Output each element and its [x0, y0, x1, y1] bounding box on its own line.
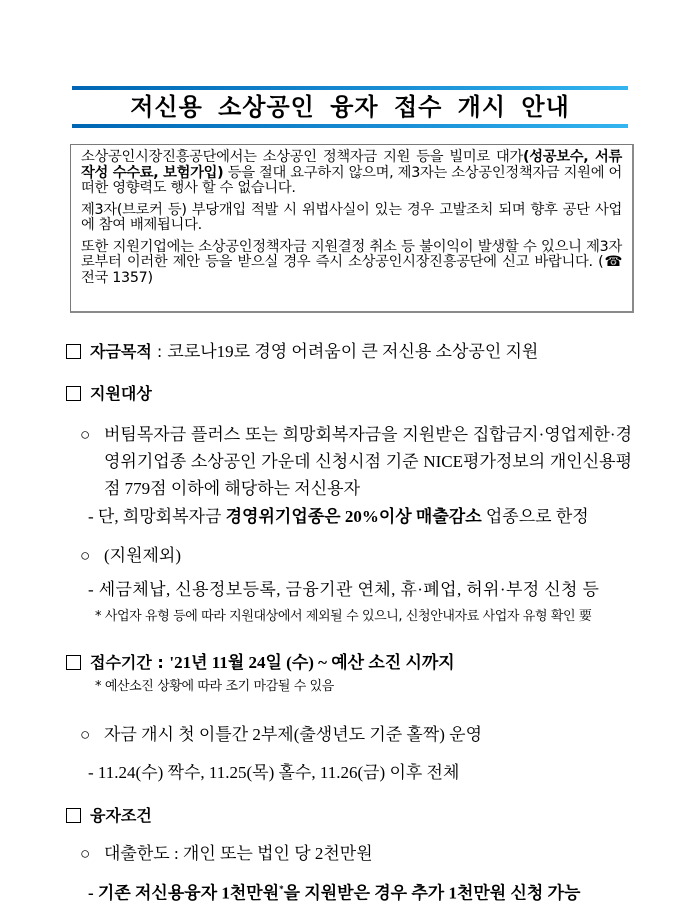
- circle-bullet-icon: ○: [80, 725, 91, 744]
- section-purpose-label: 자금목적: [90, 342, 152, 361]
- section-purpose: 자금목적 : 코로나19로 경영 어려움이 큰 저신용 소상공인 지원: [66, 339, 636, 365]
- title-bar-bottom: [72, 124, 628, 128]
- notice-paragraph-3: 또한 지원기업에는 소상공인정책자금 지원결정 취소 등 불이익이 발생할 수 있으니 제3자로부터 이러한 제안 등을 받으실 경우 즉시 소상공인시장진흥공단에 신고 바랍니다. (☎ 전국 1357): [81, 238, 622, 286]
- circle-bullet-icon: ○: [80, 425, 91, 444]
- checkbox-square-icon: [66, 655, 81, 670]
- footnote-asterisk: *: [279, 884, 284, 894]
- title-banner: [72, 86, 628, 128]
- notice-box: [70, 144, 634, 313]
- circle-bullet-icon: ○: [80, 844, 91, 863]
- terms-item-1-text: 대출한도 : 개인 또는 법인 당 2천만원: [104, 844, 373, 863]
- period-item-1-text: 자금 개시 첫 이틀간 2부제(출생년도 기준 홀짝) 운영: [104, 725, 483, 744]
- period-note: * 예산소진 상황에 따라 조기 마감될 수 있음: [95, 679, 334, 694]
- checkbox-square-icon: [66, 386, 81, 401]
- period-item-1-sub: - 11.24(수) 짝수, 11.25(목) 홀수, 11.26(금) 이후 전체: [88, 763, 460, 782]
- notice-paragraph-1: 소상공인시장진흥공단에서는 소상공인 정책자금 지원 등을 빌미로 대가(성공보수, 서류작성 수수료, 보험가입) 등을 절대 요구하지 않으며, 제3자는 소상공인정책자금 지원에 어떠한 영향력도 행사 할 수 없습니다.: [81, 149, 622, 196]
- section-purpose-value: 코로나19로 경영 어려움이 큰 저신용 소상공인 지원: [167, 342, 539, 361]
- target-item-2-text: (지원제외): [104, 546, 182, 565]
- target-item-1: [80, 421, 632, 502]
- highlight-crisis-industry: 경영위기업종은 20%이상 매출감소: [225, 507, 482, 526]
- checkbox-square-icon: [66, 344, 81, 359]
- notice-paragraph-2: 제3자(브로커 등) 부당개입 적발 시 위법사실이 있는 경우 고발조치 되며 향후 공단 사업에 참여 배제됩니다.: [81, 201, 622, 233]
- section-period-value: '21년 11월 24일 (수) ~ 예산 소진 시까지: [169, 653, 455, 672]
- terms-item-1-sub: - 기존 저신용융자 1천만원*을 지원받은 경우 추가 1천만원 신청 가능: [88, 883, 581, 903]
- section-terms: [66, 803, 636, 829]
- target-item-1-text: 버팀목자금 플러스 또는 희망회복자금을 지원받은 집합금지·영업제한·경영위기업종 소상공인 가운데 신청시점 기준 NICE평가정보의 개인신용평점 779점 이하에 해당하는 저신용자: [104, 425, 632, 498]
- checkbox-square-icon: [66, 808, 81, 823]
- phone-icon: ☎: [603, 254, 622, 270]
- target-item-2: [80, 543, 650, 569]
- section-period: 접수기간 : '21년 11월 24일 (수) ~ 예산 소진 시까지: [66, 650, 636, 676]
- page-title: 저신용 소상공인 융자 접수 개시 안내: [130, 93, 570, 121]
- section-target-label: 지원대상: [90, 384, 152, 403]
- circle-bullet-icon: ○: [80, 546, 91, 565]
- terms-item-1: [80, 841, 650, 867]
- section-period-label: 접수기간: [90, 653, 152, 672]
- period-item-1: [80, 722, 650, 748]
- section-terms-label: 융자조건: [90, 806, 152, 825]
- target-item-1-sub: - 단, 희망회복자금 경영위기업종은 20%이상 매출감소 업종으로 한정: [88, 507, 589, 526]
- target-item-2-note: * 사업자 유형 등에 따라 지원대상에서 제외될 수 있으니, 신청안내자료 사업자 유형 확인 要: [95, 609, 592, 624]
- notice-bold-fees: (성공보수, 서류작성 수수료, 보험가입): [81, 149, 622, 181]
- section-target: [66, 381, 636, 407]
- target-item-2-sub: - 세금체납, 신용정보등록, 금융기관 연체, 휴·폐업, 허위·부정 신청 등: [88, 580, 600, 599]
